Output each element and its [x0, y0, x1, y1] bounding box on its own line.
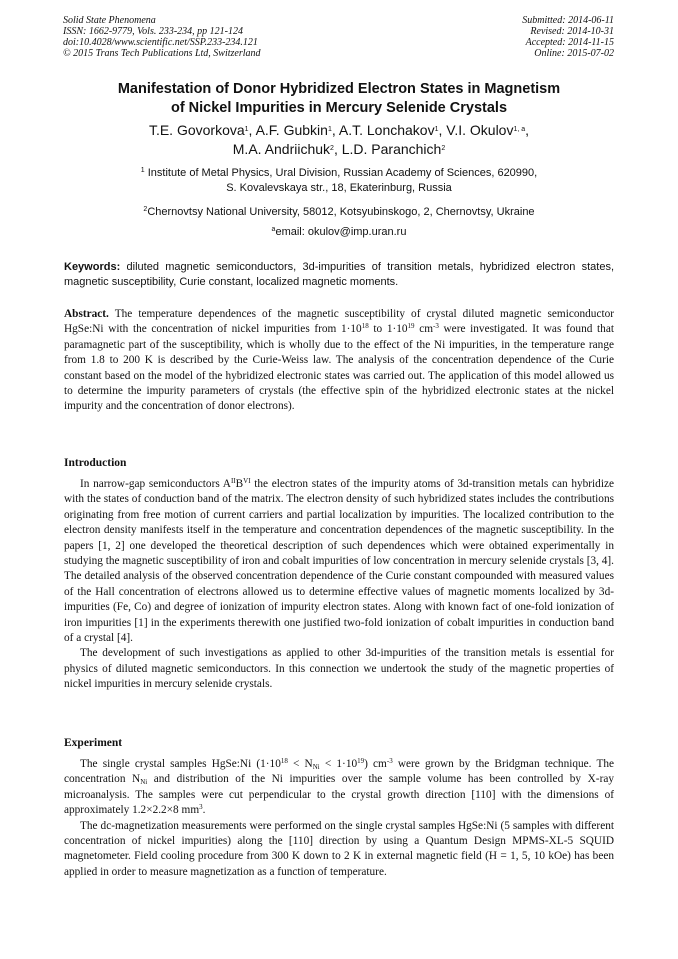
email-text: email: okulov@imp.uran.ru: [275, 226, 407, 238]
affiliation-text: S. Kovalevskaya str., 18, Ekaterinburg, Russia: [226, 182, 452, 194]
paragraph: The single crystal samples HgSe:Ni $(1\cdot 10^{18} < N_{Ni} < 1\cdot 10^{19})$ $cm^{-3}$ were grown by the Bridgman technique. The concentration $N_{Ni}$ and distribution of the Ni impurities over the sample volume has been controlled by X-ray microanalysis. The samples were cut perpendicular to the crystal growth direction [110] with the dimensions of approximately 1.2×2.2×8 $mm^3$.: [64, 757, 615, 817]
section-heading-introduction: Introduction: [64, 457, 127, 469]
author-name: V.I. Okulov: [446, 122, 514, 138]
author-name: A.T. Lonchakov: [338, 122, 435, 138]
contact-email: [60, 225, 618, 240]
affiliation-mark: 1: [244, 126, 249, 133]
submitted-date: Submitted: 2014-06-11: [522, 15, 614, 26]
author-separator: ,: [333, 141, 342, 157]
experiment-section: [64, 757, 614, 880]
revised-date: Revised: 2014-10-31: [530, 26, 614, 37]
affiliation-mark: 1: [327, 126, 332, 133]
keywords-label: Keywords:: [64, 261, 121, 273]
paragraph: The development of such investigations as applied to other 3d-impurities of the transition metals is essential for physics of diluted magnetic semiconductors. In this connection we undertook the study of the magnetic properties of nickel impurities in mercury selenide crystals.: [64, 647, 614, 691]
affiliation-text: Institute of Metal Physics, Ural Division, Russian Academy of Sciences, 620990,: [147, 167, 538, 179]
affiliation-mark: 1: [434, 126, 439, 133]
affiliation-mark: 2: [330, 145, 334, 152]
affiliation-text: Chernovtsy National University, 58012, Kotsyubinskogo, 2, Chernovtsy, Ukraine: [147, 206, 535, 218]
paper-title: [60, 80, 618, 118]
journal-header-right: [522, 15, 614, 59]
paragraph: The dc-magnetization measurements were performed on the single crystal samples HgSe:Ni (5 samples with different concentration of nickel impurities) along the [110] direction by using a Quantum Design MPMS-XL-5 SQUID magnetometer. Field cooling procedure from 300 K down to 2 K in external magnetic field (H = 1, 5, 10 kOe) has been applied in order to measure magnetization as a function of temperature.: [64, 819, 614, 878]
author-name: T.E. Govorkova: [148, 122, 245, 138]
email-mark: a: [271, 226, 276, 233]
introduction-section: [64, 477, 614, 693]
author-name: L.D. Paranchich: [341, 141, 442, 157]
journal-name: Solid State Phenomena: [63, 15, 156, 26]
author-separator: ,: [438, 122, 447, 138]
author-list: [60, 121, 618, 159]
author-separator: ,: [331, 122, 339, 138]
abstract: Abstract. The temperature dependences of the magnetic susceptibility of crystal diluted magnetic semiconductor HgSe:Ni with the concentration of nickel impurities from $1\cdot 10^{18}$ to $1\cdot 10^{19}$ $cm^{-3}$ were investigated. It was found that paramagnetic part of the susceptibility, which is wholly due to the effect of the Ni impurities, in the temperature range from 1.8 to 200 K is described by the Curie-Weiss law. The analysis of the concentration dependence of the Curie constant based on the model of the hybridized electronic states was carried out. The application of this model allowed us to determine the impurity parameters of crystals (the effective spin of the hybridized electronic states at the nickel impurity and the concentration of donor electrons).: [64, 308, 615, 413]
journal-header-left: [63, 15, 261, 59]
abstract-label: Abstract.: [64, 308, 109, 320]
journal-doi: doi:10.4028/www.scientific.net/SSP.233-234.121: [63, 37, 258, 48]
journal-issn: ISSN: 1662-9779, Vols. 233-234, pp 121-124: [63, 26, 243, 37]
author-line-2: [60, 140, 618, 159]
journal-copyright: © 2015 Trans Tech Publications Ltd, Switzerland: [63, 48, 261, 59]
author-separator: ,: [525, 122, 530, 138]
affiliation-number: 1: [140, 167, 145, 174]
title-line-1: Manifestation of Donor Hybridized Electron States in Magnetism: [117, 81, 561, 97]
author-line-1: [60, 121, 618, 140]
affiliation-mark: 1, a: [513, 126, 526, 133]
title-line-2: of Nickel Impurities in Mercury Selenide Crystals: [170, 100, 508, 116]
keywords: [64, 260, 614, 290]
paragraph: In narrow-gap semiconductors $A^{II}B^{VI}$ the electron states of the impurity atoms of 3d-transition metals can hybridize with the states of conduction band of the matrix. The electron density of such hybridized states includes the contributions originating from free motion of current carriers and partial localization by impurities. The localized contribution to the electron density manifests itself in the temperature and concentration dependences of the magnetic susceptibility. In the papers [1, 2] one developed the theoretical description of such dependences which were obtained experimentally in studying the magnetic susceptibility of iron and cobalt impurities of low concentration in mercury selenide crystals [3, 4]. The detailed analysis of the observed concentration dependence of the Curie constant compounded with measured values of the Hall concentration of electrons allowed us to determine effective values of magnetic moments localized by 3d-impurities (Fe, Co) and degree of ionization of impurity electron states. Along with known fact of one-fold ionization of iron impurities [1] in the experiments therewith one justified two-fold ionization of cobalt impurities in conduction band of a crystal [4].: [64, 477, 614, 645]
affiliation-2: [60, 205, 618, 220]
accepted-date: Accepted: 2014-11-15: [525, 37, 614, 48]
affiliation-number: 2: [143, 206, 148, 213]
section-heading-experiment: Experiment: [64, 737, 123, 749]
author-name: M.A. Andriichuk: [232, 141, 331, 157]
keywords-text: diluted magnetic semiconductors, 3d-impurities of transition metals, hybridized electron states, magnetic susceptibility, Curie constant, localized magnetic moments.: [64, 261, 615, 288]
affiliation-1: [60, 166, 618, 196]
affiliation-mark: 2: [441, 145, 446, 152]
author-name: A.F. Gubkin: [255, 122, 328, 138]
author-separator: ,: [248, 122, 256, 138]
online-date: Online: 2015-07-02: [534, 48, 614, 59]
